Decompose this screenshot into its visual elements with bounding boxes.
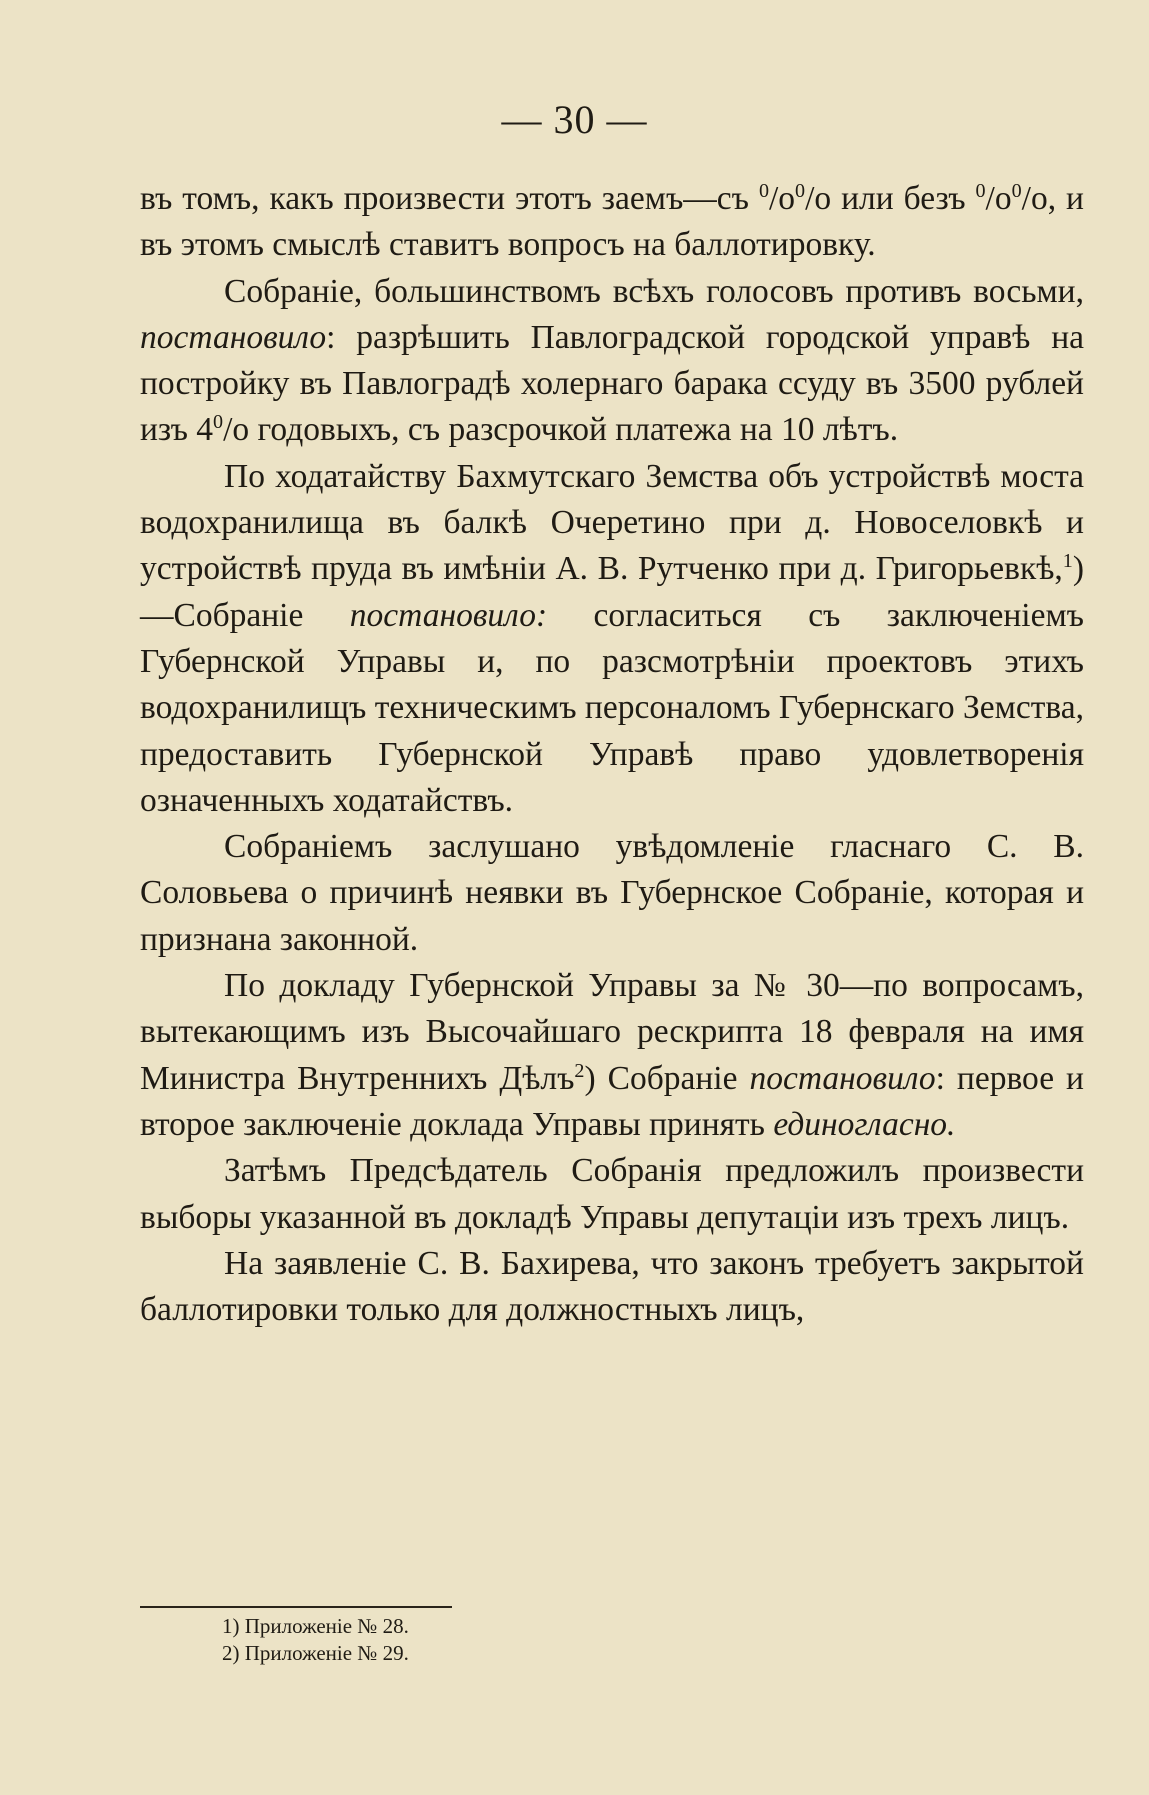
superscript: 0 [795, 179, 806, 202]
text-run: ) Собраніе [584, 1059, 750, 1097]
superscript: 0 [758, 179, 769, 202]
italic-text: единогласно. [773, 1105, 956, 1143]
text-run: Затѣмъ Предсѣдатель Собранія предложилъ произвести выборы указанной въ докладѣ Управы депутаціи изъ трехъ лицъ. [140, 1152, 1084, 1236]
text-run: /o или безъ [805, 180, 976, 217]
text-run: : первое и второе заключеніе доклада Управы принять [140, 1059, 1084, 1143]
text-run: /o годовыхъ, съ разсрочкой платежа на 10 лѣтъ. [223, 411, 899, 449]
footnote: 2) Приложеніе № 29. [222, 1641, 409, 1665]
text-run: По ходатайству Бахмутскаго Земства объ устройствѣ моста водохранилища въ балкѣ Очеретино при д. Новоселовкѣ и устройствѣ пруда въ имѣніи А. В. Рутченко при д. Григорьевкѣ, [140, 457, 1084, 588]
italic-text: постановило: [349, 596, 548, 634]
paragraph [140, 1241, 1084, 1334]
superscript: 0 [1011, 179, 1022, 202]
body-text [140, 176, 1084, 1333]
text-run: )—Собраніе [140, 550, 1084, 634]
footnotes [222, 1613, 409, 1667]
text-run: : разрѣшить Павлоградской городской управѣ на постройку въ Павлоградѣ холернаго барака ссуду въ 3500 рублей изъ 4 [140, 318, 1084, 449]
text-run: /o [768, 180, 796, 217]
superscript: 2 [574, 1059, 585, 1082]
paragraph [140, 269, 1084, 454]
paragraph [140, 963, 1084, 1148]
text-run: Собраніемъ заслушано увѣдомленіе гласнаго С. В. Соловьева о причинѣ неявки въ Губернское Собраніе, которая и признана законной. [140, 828, 1084, 958]
text-run: въ томъ, какъ произвести этотъ заемъ—съ [140, 180, 759, 217]
footnote-rule [140, 1606, 452, 1608]
footnote: 1) Приложеніе № 28. [222, 1614, 409, 1638]
superscript: 1 [1062, 550, 1073, 573]
italic-text: постановило [140, 318, 327, 356]
superscript: 0 [975, 179, 986, 202]
text-run: На заявленіе С. В. Бахирева, что законъ требуетъ закрытой баллотировки только для должностныхъ лицъ, [140, 1244, 1084, 1329]
paragraph [140, 454, 1084, 824]
paragraph [140, 824, 1084, 963]
text-run: /o, и въ этомъ смыслѣ ставитъ вопросъ на баллотировку. [140, 180, 1084, 264]
superscript: 0 [213, 411, 224, 434]
text-run: По докладу Губернской Управы за № 30—по вопросамъ, вытекающимъ изъ Высочайшаго рескрипта 18 февраля на имя Министра Внутреннихъ Дѣлъ [140, 967, 1084, 1097]
page-number: — 30 — [501, 97, 648, 142]
text-run: Собраніе, большинствомъ всѣхъ голосовъ противъ восьми, [224, 272, 1084, 310]
text-run: /o [985, 180, 1012, 217]
italic-text: постановило [749, 1059, 936, 1097]
paragraph [140, 176, 1084, 269]
paragraph [140, 1148, 1084, 1241]
text-run: согласиться съ заключеніемъ Губернской Управы и, по разсмотрѣніи проектовъ этихъ водохранилищъ техническимъ персоналомъ Губернскаго Земства, предоставить Губернской Управѣ право удовлетворенія означенныхъ ходатайствъ. [140, 596, 1084, 819]
